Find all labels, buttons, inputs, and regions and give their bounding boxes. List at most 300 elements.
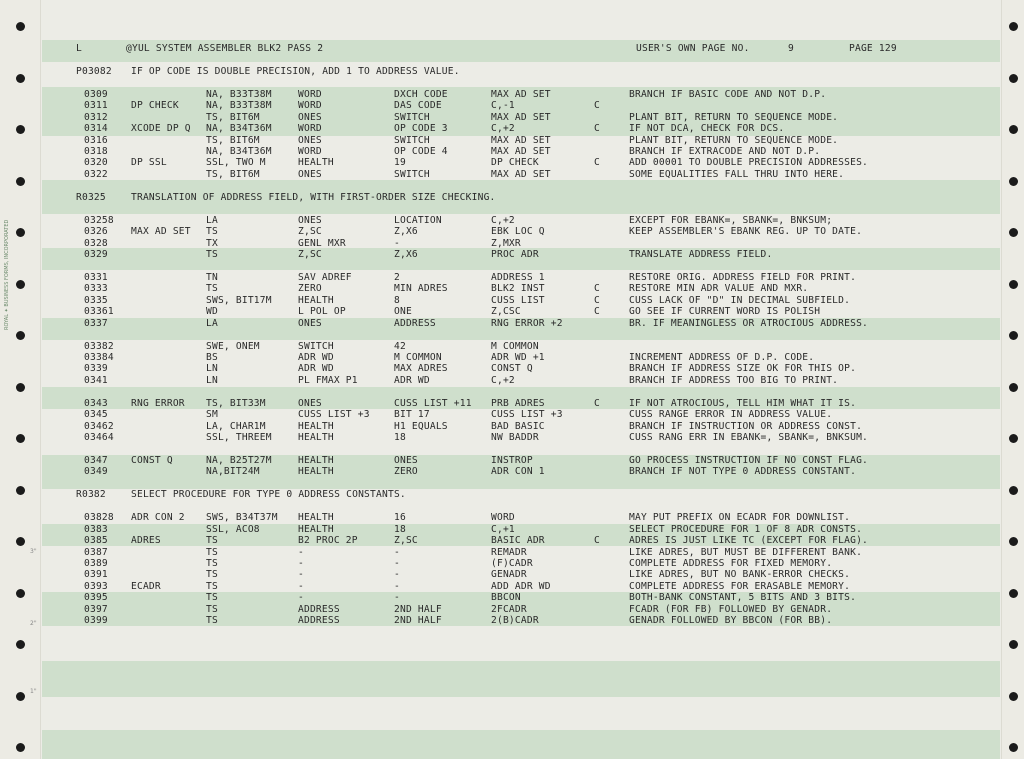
flag-column: C xyxy=(594,535,600,547)
line-address: 0399 xyxy=(84,615,108,626)
line-address: 03464 xyxy=(84,432,114,443)
operand-b: SWITCH xyxy=(394,111,430,123)
operand-b: - xyxy=(394,580,400,592)
line-address: 0341 xyxy=(84,374,108,386)
operand-c: BAD BASIC xyxy=(491,420,545,432)
line-address: 03361 xyxy=(84,306,114,318)
line-comment: EXCEPT FOR EBANK=, SBANK=, BNKSUM; xyxy=(629,214,833,226)
listing-row xyxy=(0,432,1024,443)
operation: TS xyxy=(206,535,218,547)
symbol-label: ECADR xyxy=(131,580,161,592)
operand-b: 42 xyxy=(394,340,406,352)
line-comment: ADD 00001 TO DOUBLE PRECISION ADDRESSES. xyxy=(629,157,869,169)
line-comment: COMPLETE ADDRESS FOR FIXED MEMORY. xyxy=(629,558,833,569)
operand-b: LOCATION xyxy=(394,214,442,226)
listing-row xyxy=(0,169,1024,180)
green-band xyxy=(42,661,1000,697)
listing-row xyxy=(0,306,1024,317)
operand-c: DP CHECK xyxy=(491,157,539,169)
operation: NA,BIT24M xyxy=(206,466,260,478)
operation: SSL, THREEM xyxy=(206,432,272,443)
header-left: L xyxy=(76,43,82,54)
line-address: 03384 xyxy=(84,352,114,363)
listing-row xyxy=(0,569,1024,580)
operand-a: CUSS LIST +3 xyxy=(298,409,370,421)
line-comment: BRANCH IF BASIC CODE AND NOT D.P. xyxy=(629,89,827,100)
listing-row xyxy=(0,318,1024,329)
operand-c: C,-1 xyxy=(491,100,515,112)
operand-a: B2 PROC 2P xyxy=(298,535,358,547)
listing-row xyxy=(0,341,1024,352)
operation: NA, B33T38M xyxy=(206,89,272,100)
listing-row xyxy=(0,89,1024,100)
line-address: 0391 xyxy=(84,569,108,581)
flag-column: C xyxy=(594,100,600,112)
sprocket-hole-left xyxy=(16,22,25,31)
flag-column: C xyxy=(594,397,600,409)
line-address: 0395 xyxy=(84,592,108,604)
header-owner: USER'S OWN PAGE NO. xyxy=(636,43,750,54)
line-address: R0382 xyxy=(76,489,106,501)
line-address: 0312 xyxy=(84,111,108,123)
operand-a: ONES xyxy=(298,214,322,226)
green-band xyxy=(42,730,1000,759)
operand-a: ONES xyxy=(298,134,322,146)
operation: SSL, TWO M xyxy=(206,157,266,169)
operand-a: HEALTH xyxy=(298,455,334,466)
line-address: 0389 xyxy=(84,558,108,569)
line-comment: GO SEE IF CURRENT WORD IS POLISH xyxy=(629,306,821,318)
operation: SWE, ONEM xyxy=(206,340,260,352)
operand-c: BBCON xyxy=(491,592,521,604)
listing-row xyxy=(0,524,1024,535)
listing-row xyxy=(0,157,1024,168)
operand-b: ONE xyxy=(394,306,412,318)
flag-column: C xyxy=(594,294,600,306)
operation: TS xyxy=(206,603,218,615)
listing-row xyxy=(0,409,1024,420)
operand-b: MAX ADRES xyxy=(394,363,448,375)
operand-a: ADDRESS xyxy=(298,603,340,615)
operand-b: BIT 17 xyxy=(394,409,430,421)
listing-row xyxy=(0,535,1024,546)
operand-b: H1 EQUALS xyxy=(394,420,448,432)
line-address: 0328 xyxy=(84,237,108,249)
flag-column: C xyxy=(594,157,600,169)
operand-a: WORD xyxy=(298,89,322,100)
operation: WD xyxy=(206,306,218,318)
operand-b: - xyxy=(394,592,400,604)
operation: LN xyxy=(206,363,218,375)
operation: TS xyxy=(206,249,218,260)
margin-tick-3: 3" xyxy=(30,548,37,555)
line-address: 0309 xyxy=(84,89,108,100)
operand-a: ONES xyxy=(298,168,322,180)
line-address: 0331 xyxy=(84,272,108,283)
operand-c: 2FCADR xyxy=(491,603,527,615)
line-comment: LIKE ADRES, BUT MUST BE DIFFERENT BANK. xyxy=(629,546,863,558)
sprocket-hole-right xyxy=(1009,22,1018,31)
operand-c: C,+2 xyxy=(491,214,515,226)
line-comment: SOME EQUALITIES FALL THRU INTO HERE. xyxy=(629,168,845,180)
operation: NA, B34T36M xyxy=(206,123,272,135)
operation: SSL, ACO8 xyxy=(206,523,260,535)
line-address: 0326 xyxy=(84,226,108,238)
operand-a: Z,SC xyxy=(298,226,322,238)
line-address: 0335 xyxy=(84,294,108,306)
listing-row xyxy=(0,512,1024,523)
symbol-label: ADRES xyxy=(131,535,161,547)
operand-b: SWITCH xyxy=(394,134,430,146)
line-address: 0397 xyxy=(84,603,108,615)
line-address: 0337 xyxy=(84,317,108,329)
operand-a: ADDRESS xyxy=(298,615,340,626)
line-comment: BOTH-BANK CONSTANT, 5 BITS AND 3 BITS. xyxy=(629,592,857,604)
operand-a: ONES xyxy=(298,111,322,123)
line-comment: RESTORE MIN ADR VALUE AND MXR. xyxy=(629,283,809,295)
symbol-label: CONST Q xyxy=(131,455,173,466)
listing-row xyxy=(0,283,1024,294)
operand-b: ADR WD xyxy=(394,374,430,386)
operand-a: HEALTH xyxy=(298,157,334,169)
sprocket-hole-left xyxy=(16,692,25,701)
operand-a: Z,SC xyxy=(298,249,322,260)
operand-b: 16 xyxy=(394,512,406,524)
operand-a: HEALTH xyxy=(298,294,334,306)
listing-row xyxy=(0,215,1024,226)
line-comment: FCADR (FOR FB) FOLLOWED BY GENADR. xyxy=(629,603,833,615)
line-address: 0320 xyxy=(84,157,108,169)
operand-a: ONES xyxy=(298,317,322,329)
operand-c: MAX AD SET xyxy=(491,146,551,157)
section-title-line xyxy=(0,192,1024,203)
operand-c: C,+1 xyxy=(491,523,515,535)
listing-row xyxy=(0,466,1024,477)
operation: TS xyxy=(206,558,218,569)
sprocket-hole-right xyxy=(1009,743,1018,752)
line-comment: GO PROCESS INSTRUCTION IF NO CONST FLAG. xyxy=(629,455,869,466)
operation: TS, BIT6M xyxy=(206,134,260,146)
operand-b: Z,SC xyxy=(394,535,418,547)
operand-c: ADD ADR WD xyxy=(491,580,551,592)
operand-c: REMADR xyxy=(491,546,527,558)
operand-c: RNG ERROR +2 xyxy=(491,317,563,329)
operation: TS xyxy=(206,569,218,581)
operation: NA, B25T27M xyxy=(206,455,272,466)
listing-row xyxy=(0,272,1024,283)
operation: TS xyxy=(206,580,218,592)
operand-b: DAS CODE xyxy=(394,100,442,112)
operand-b: 18 xyxy=(394,523,406,535)
line-comment: INCREMENT ADDRESS OF D.P. CODE. xyxy=(629,352,815,363)
operand-a: SAV ADREF xyxy=(298,272,352,283)
operand-a: - xyxy=(298,580,304,592)
operand-c: Z,MXR xyxy=(491,237,521,249)
operand-c: C,+2 xyxy=(491,123,515,135)
operand-a: HEALTH xyxy=(298,523,334,535)
margin-tick-1: 1" xyxy=(30,688,37,695)
operation: NA, B33T38M xyxy=(206,100,272,112)
operand-b: CUSS LIST +11 xyxy=(394,397,472,409)
line-comment: IF NOT ATROCIOUS, TELL HIM WHAT IT IS. xyxy=(629,397,857,409)
line-address: 0318 xyxy=(84,146,108,157)
operand-a: - xyxy=(298,592,304,604)
listing-row xyxy=(0,238,1024,249)
listing-row xyxy=(0,363,1024,374)
operand-b: - xyxy=(394,237,400,249)
line-address: 0316 xyxy=(84,134,108,146)
listing-row xyxy=(0,421,1024,432)
operand-b: M COMMON xyxy=(394,352,442,363)
line-address: P03082 xyxy=(76,66,112,77)
flag-column: C xyxy=(594,283,600,295)
operand-b: 2 xyxy=(394,272,400,283)
operand-a: SWITCH xyxy=(298,340,334,352)
operand-c: BLK2 INST xyxy=(491,283,545,295)
operand-a: - xyxy=(298,546,304,558)
line-comment: CUSS RANG ERR IN EBANK=, SBANK=, BNKSUM. xyxy=(629,432,869,443)
line-comment: KEEP ASSEMBLER'S EBANK REG. UP TO DATE. xyxy=(629,226,863,238)
line-address: R0325 xyxy=(76,191,106,203)
operand-c: CONST Q xyxy=(491,363,533,375)
section-title: TRANSLATION OF ADDRESS FIELD, WITH FIRST-ORDER SIZE CHECKING. xyxy=(131,191,496,203)
line-address: 0347 xyxy=(84,455,108,466)
operation: LA, CHAR1M xyxy=(206,420,266,432)
flag-column: C xyxy=(594,306,600,318)
operand-b: ZERO xyxy=(394,466,418,478)
line-address: 0339 xyxy=(84,363,108,375)
symbol-label: XCODE DP Q xyxy=(131,123,191,135)
line-comment: BR. IF MEANINGLESS OR ATROCIOUS ADDRESS. xyxy=(629,317,869,329)
operand-b: - xyxy=(394,569,400,581)
line-comment: BRANCH IF INSTRUCTION OR ADDRESS CONST. xyxy=(629,420,863,432)
operand-c: EBK LOC Q xyxy=(491,226,545,238)
line-comment: ADRES IS JUST LIKE TC (EXCEPT FOR FLAG). xyxy=(629,535,869,547)
operand-c: Z,CSC xyxy=(491,306,521,318)
operand-b: - xyxy=(394,558,400,569)
listing-row xyxy=(0,375,1024,386)
symbol-label: MAX AD SET xyxy=(131,226,191,238)
operand-c: C,+2 xyxy=(491,374,515,386)
header-page: PAGE 129 xyxy=(849,43,897,54)
operand-b: 2ND HALF xyxy=(394,603,442,615)
line-comment: BRANCH IF NOT TYPE 0 ADDRESS CONSTANT. xyxy=(629,466,857,478)
listing-row xyxy=(0,547,1024,558)
operand-c: 2(B)CADR xyxy=(491,615,539,626)
line-comment: IF NOT DCA, CHECK FOR DCS. xyxy=(629,123,785,135)
margin-tick-2: 2" xyxy=(30,620,37,627)
operand-c: ADR CON 1 xyxy=(491,466,545,478)
line-address: 03382 xyxy=(84,340,114,352)
operation: NA, B34T36M xyxy=(206,146,272,157)
sprocket-hole-right xyxy=(1009,331,1018,340)
listing-row xyxy=(0,146,1024,157)
operand-a: WORD xyxy=(298,123,322,135)
line-address: 0345 xyxy=(84,409,108,421)
section-title-line xyxy=(0,489,1024,500)
line-address: 0393 xyxy=(84,580,108,592)
operand-b: Z,X6 xyxy=(394,249,418,260)
listing-row xyxy=(0,135,1024,146)
operation: TS, BIT6M xyxy=(206,168,260,180)
line-address: 0322 xyxy=(84,168,108,180)
operand-b: MIN ADRES xyxy=(394,283,448,295)
operand-c: PRB ADRES xyxy=(491,397,545,409)
margin-brand-label: ROYAL ✦ BUSINESS FORMS, INCORPORATED xyxy=(4,219,10,330)
line-address: 0349 xyxy=(84,466,108,478)
line-comment: GENADR FOLLOWED BY BBCON (FOR BB). xyxy=(629,615,833,626)
operand-c: BASIC ADR xyxy=(491,535,545,547)
operation: SM xyxy=(206,409,218,421)
section-title: SELECT PROCEDURE FOR TYPE 0 ADDRESS CONSTANTS. xyxy=(131,489,406,501)
operation: TS xyxy=(206,615,218,626)
operand-b: 18 xyxy=(394,432,406,443)
sprocket-hole-right xyxy=(1009,692,1018,701)
header-title: @YUL SYSTEM ASSEMBLER BLK2 PASS 2 xyxy=(126,43,324,54)
line-comment: CUSS LACK OF "D" IN DECIMAL SUBFIELD. xyxy=(629,294,851,306)
line-address: 0311 xyxy=(84,100,108,112)
operation: LN xyxy=(206,374,218,386)
line-address: 0343 xyxy=(84,397,108,409)
sprocket-hole-left xyxy=(16,743,25,752)
listing-row xyxy=(0,558,1024,569)
listing-row xyxy=(0,592,1024,603)
operand-c: INSTROP xyxy=(491,455,533,466)
operation: LA xyxy=(206,214,218,226)
operation: TN xyxy=(206,272,218,283)
operand-c: MAX AD SET xyxy=(491,134,551,146)
operand-b: 2ND HALF xyxy=(394,615,442,626)
operand-a: ADR WD xyxy=(298,363,334,375)
listing-row xyxy=(0,581,1024,592)
section-title: IF OP CODE IS DOUBLE PRECISION, ADD 1 TO ADDRESS VALUE. xyxy=(131,66,460,77)
line-comment: SELECT PROCEDURE FOR 1 OF 8 ADR CONSTS. xyxy=(629,523,863,535)
operand-c: (F)CADR xyxy=(491,558,533,569)
operand-a: WORD xyxy=(298,146,322,157)
operand-c: MAX AD SET xyxy=(491,168,551,180)
operand-b: OP CODE 4 xyxy=(394,146,448,157)
operand-c: NW BADDR xyxy=(491,432,539,443)
operand-b: DXCH CODE xyxy=(394,89,448,100)
operand-a: HEALTH xyxy=(298,432,334,443)
sprocket-hole-right xyxy=(1009,640,1018,649)
operation: BS xyxy=(206,352,218,363)
line-address: 0383 xyxy=(84,523,108,535)
operation: SWS, B34T37M xyxy=(206,512,278,524)
listing-row xyxy=(0,295,1024,306)
operand-c: WORD xyxy=(491,512,515,524)
operand-a: ZERO xyxy=(298,283,322,295)
symbol-label: DP SSL xyxy=(131,157,167,169)
line-address: 0385 xyxy=(84,535,108,547)
operation: TS, BIT6M xyxy=(206,111,260,123)
line-comment: BRANCH IF ADDRESS SIZE OK FOR THIS OP. xyxy=(629,363,857,375)
operand-c: GENADR xyxy=(491,569,527,581)
listing-row xyxy=(0,455,1024,466)
line-address: 03828 xyxy=(84,512,114,524)
operand-a: ADR WD xyxy=(298,352,334,363)
line-address: 0333 xyxy=(84,283,108,295)
line-address: 0314 xyxy=(84,123,108,135)
operand-c: PROC ADR xyxy=(491,249,539,260)
operation: TS xyxy=(206,283,218,295)
operation: TS xyxy=(206,226,218,238)
listing-row xyxy=(0,352,1024,363)
operand-a: HEALTH xyxy=(298,512,334,524)
operand-a: GENL MXR xyxy=(298,237,346,249)
listing-row xyxy=(0,226,1024,237)
line-comment: CUSS RANGE ERROR IN ADDRESS VALUE. xyxy=(629,409,833,421)
operand-a: - xyxy=(298,558,304,569)
header-user-page: 9 xyxy=(788,43,794,54)
listing-row xyxy=(0,123,1024,134)
line-comment: TRANSLATE ADDRESS FIELD. xyxy=(629,249,773,260)
operand-a: L POL OP xyxy=(298,306,346,318)
line-address: 03462 xyxy=(84,420,114,432)
line-comment: PLANT BIT, RETURN TO SEQUENCE MODE. xyxy=(629,134,839,146)
sprocket-hole-left xyxy=(16,640,25,649)
listing-row xyxy=(0,249,1024,260)
operand-c: M COMMON xyxy=(491,340,539,352)
listing-row xyxy=(0,100,1024,111)
operation: TS xyxy=(206,592,218,604)
operand-a: WORD xyxy=(298,100,322,112)
operand-b: - xyxy=(394,546,400,558)
operand-c: ADDRESS 1 xyxy=(491,272,545,283)
operand-a: HEALTH xyxy=(298,466,334,478)
operand-b: 8 xyxy=(394,294,400,306)
operand-c: MAX AD SET xyxy=(491,111,551,123)
operand-b: SWITCH xyxy=(394,168,430,180)
operand-a: PL FMAX P1 xyxy=(298,374,358,386)
symbol-label: RNG ERROR xyxy=(131,397,185,409)
operation: SWS, BIT17M xyxy=(206,294,272,306)
line-comment: RESTORE ORIG. ADDRESS FIELD FOR PRINT. xyxy=(629,272,857,283)
operand-a: HEALTH xyxy=(298,420,334,432)
operand-c: CUSS LIST xyxy=(491,294,545,306)
operand-b: 19 xyxy=(394,157,406,169)
operand-b: Z,X6 xyxy=(394,226,418,238)
operand-a: - xyxy=(298,569,304,581)
operation: TS, BIT33M xyxy=(206,397,266,409)
line-comment: MAY PUT PREFIX ON ECADR FOR DOWNLIST. xyxy=(629,512,851,524)
symbol-label: ADR CON 2 xyxy=(131,512,185,524)
line-comment: BRANCH IF ADDRESS TOO BIG TO PRINT. xyxy=(629,374,839,386)
listing-row xyxy=(0,112,1024,123)
operation: TX xyxy=(206,237,218,249)
operation: TS xyxy=(206,546,218,558)
listing-row xyxy=(0,398,1024,409)
sprocket-hole-left xyxy=(16,331,25,340)
operand-b: OP CODE 3 xyxy=(394,123,448,135)
line-address: 0329 xyxy=(84,249,108,260)
operand-a: ONES xyxy=(298,397,322,409)
operand-b: ONES xyxy=(394,455,418,466)
line-comment: BRANCH IF EXTRACODE AND NOT D.P. xyxy=(629,146,821,157)
operand-c: ADR WD +1 xyxy=(491,352,545,363)
operation: LA xyxy=(206,317,218,329)
symbol-label: DP CHECK xyxy=(131,100,179,112)
operand-c: CUSS LIST +3 xyxy=(491,409,563,421)
line-address: 0387 xyxy=(84,546,108,558)
operand-b: ADDRESS xyxy=(394,317,436,329)
operand-c: MAX AD SET xyxy=(491,89,551,100)
line-address: 03258 xyxy=(84,214,114,226)
line-comment: PLANT BIT, RETURN TO SEQUENCE MODE. xyxy=(629,111,839,123)
line-comment: LIKE ADRES, BUT NO BANK-ERROR CHECKS. xyxy=(629,569,851,581)
listing-row xyxy=(0,604,1024,615)
section-title-line xyxy=(0,66,1024,77)
